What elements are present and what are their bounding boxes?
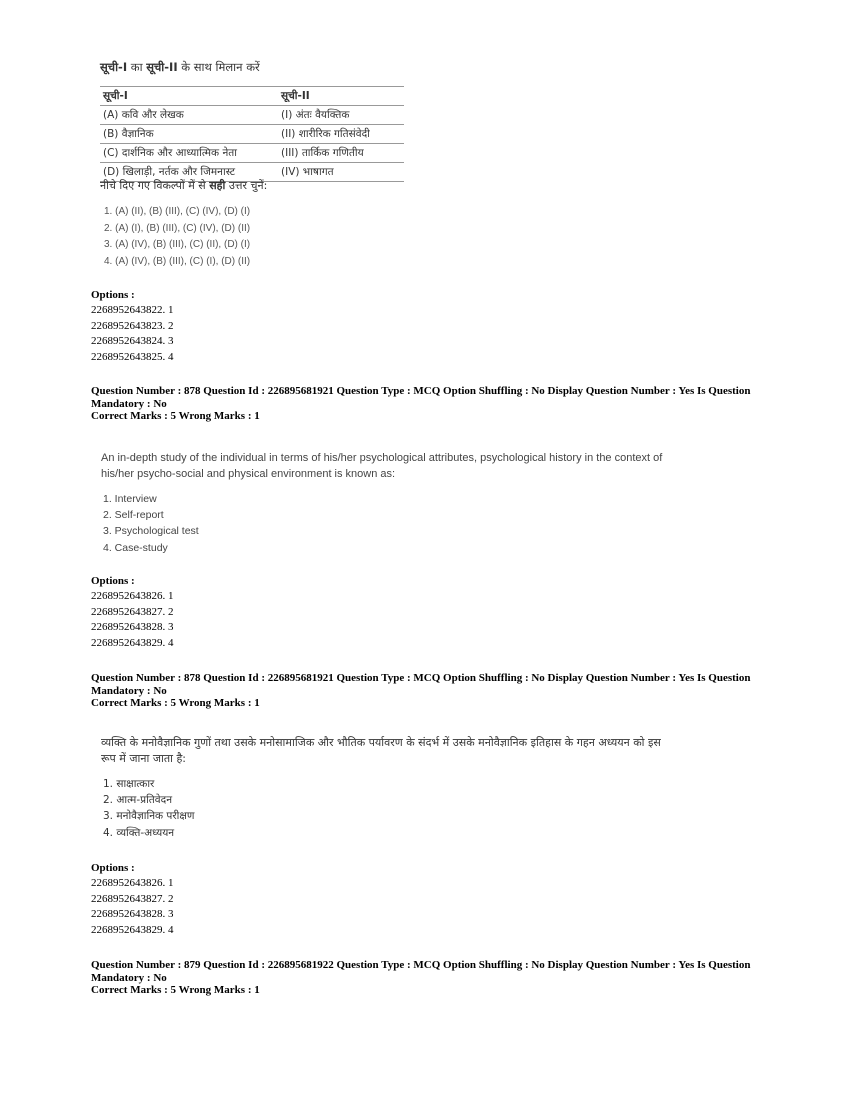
table-cell: (C) दार्शनिक और आध्यात्मिक नेता bbox=[100, 144, 278, 163]
meta-line: Correct Marks : 5 Wrong Marks : 1 bbox=[91, 410, 260, 422]
options-title: Options : bbox=[91, 862, 135, 874]
table-row bbox=[100, 106, 404, 125]
meta-line: Question Number : 879 Question Id : 226895681922 Question Type : MCQ Option Shuffling : No Display Question Number : Yes Is Question bbox=[91, 959, 751, 971]
match-table-header-list2: सूची-II bbox=[278, 87, 404, 106]
q1-options bbox=[91, 288, 174, 366]
question-meta-878 bbox=[91, 385, 751, 423]
q1-instruction-post: उत्तर चुनें: bbox=[225, 179, 268, 192]
q3-text: व्यक्ति के मनोवैज्ञानिक गुणों तथा उसके मनोसामाजिक और भौतिक पर्यावरण के संदर्भ में उसके मनोवैज्ञानिक इतिहास के गहन अध्ययन को इस रूप में जाना जाता है: bbox=[101, 736, 661, 765]
list-item: 3. मनोवैज्ञानिक परीक्षण bbox=[103, 810, 195, 823]
table-cell: (D) खिलाड़ी, नर्तक और जिमनास्ट bbox=[100, 163, 278, 182]
list-item: 4. (A) (IV), (B) (III), (C) (I), (D) (II) bbox=[104, 255, 251, 267]
match-table-header-list1: सूची-I bbox=[100, 87, 278, 106]
options-title: Options : bbox=[91, 289, 135, 301]
table-cell: (I) अंतः वैयक्तिक bbox=[278, 106, 404, 125]
q1-choice-list bbox=[104, 204, 250, 270]
table-row bbox=[100, 144, 404, 163]
match-table bbox=[100, 86, 404, 182]
q1-instruction-bold: सही bbox=[209, 179, 226, 192]
question-meta-879 bbox=[91, 959, 751, 997]
question-meta-878-hindi bbox=[91, 672, 751, 710]
meta-line: Mandatory : No bbox=[91, 684, 167, 697]
option-row: 2268952643826. 1 bbox=[91, 590, 174, 602]
list-item: 1. Interview bbox=[103, 493, 157, 505]
table-row bbox=[100, 125, 404, 144]
table-cell: (II) शारीरिक गतिसंवेदी bbox=[278, 125, 404, 144]
option-row: 2268952643828. 3 bbox=[91, 621, 174, 634]
meta-line: Question Number : 878 Question Id : 226895681921 Question Type : MCQ Option Shuffling : No Display Question Number : Yes Is Question bbox=[91, 385, 751, 397]
list-item: 4. व्यक्ति-अध्ययन bbox=[103, 826, 175, 839]
q1-heading-list2: सूची-II bbox=[146, 60, 178, 74]
options-title: Options : bbox=[91, 575, 135, 587]
q1-heading-mid: का bbox=[127, 60, 147, 74]
option-row: 2268952643829. 4 bbox=[91, 924, 174, 937]
meta-line: Question Number : 878 Question Id : 226895681921 Question Type : MCQ Option Shuffling : No Display Question Number : Yes Is Question bbox=[91, 672, 751, 684]
option-row: 2268952643827. 2 bbox=[91, 605, 174, 618]
meta-line: Correct Marks : 5 Wrong Marks : 1 bbox=[91, 697, 260, 709]
table-cell: (III) तार्किक गणितीय bbox=[278, 144, 404, 163]
q1-instruction-pre: नीचे दिए गए विकल्पों में से bbox=[100, 179, 210, 192]
table-cell: (A) कवि और लेखक bbox=[100, 106, 278, 125]
q2-options bbox=[91, 574, 174, 652]
q1-heading bbox=[100, 60, 260, 75]
option-row: 2268952643824. 3 bbox=[91, 335, 174, 348]
table-cell: (B) वैज्ञानिक bbox=[100, 125, 278, 144]
q3-options bbox=[91, 861, 174, 939]
list-item: 2. (A) (I), (B) (III), (C) (IV), (D) (II) bbox=[104, 222, 251, 234]
list-item: 3. Psychological test bbox=[103, 525, 199, 538]
list-item: 1. साक्षात्कार bbox=[103, 778, 155, 790]
list-item: 1. (A) (II), (B) (III), (C) (IV), (D) (I) bbox=[104, 206, 251, 217]
option-row: 2268952643829. 4 bbox=[91, 637, 174, 650]
option-row: 2268952643827. 2 bbox=[91, 892, 174, 905]
table-cell: (IV) भाषागत bbox=[278, 163, 404, 182]
q2-choice-list bbox=[103, 491, 199, 556]
list-item: 2. Self-report bbox=[103, 509, 164, 522]
q3-choice-list bbox=[103, 776, 195, 841]
q1-heading-list1: सूची-I bbox=[100, 60, 128, 74]
option-row: 2268952643826. 1 bbox=[91, 877, 174, 889]
q2-text: An in-depth study of the individual in terms of his/her psychological attributes, psychological history in the context of his/her psycho-social and physical environment is known as: bbox=[101, 452, 663, 480]
option-row: 2268952643822. 1 bbox=[91, 304, 174, 316]
option-row: 2268952643828. 3 bbox=[91, 908, 174, 921]
list-item: 2. आत्म-प्रतिवेदन bbox=[103, 794, 173, 807]
meta-line: Mandatory : No bbox=[91, 397, 167, 410]
meta-line: Mandatory : No bbox=[91, 971, 167, 984]
option-row: 2268952643823. 2 bbox=[91, 319, 174, 332]
list-item: 3. (A) (IV), (B) (III), (C) (II), (D) (I) bbox=[104, 239, 251, 250]
list-item: 4. Case-study bbox=[103, 541, 168, 554]
q1-instruction bbox=[100, 178, 267, 193]
meta-line: Correct Marks : 5 Wrong Marks : 1 bbox=[91, 984, 260, 996]
q1-heading-end: के साथ मिलान करें bbox=[177, 60, 260, 74]
match-table-header-row bbox=[100, 87, 404, 106]
option-row: 2268952643825. 4 bbox=[91, 351, 174, 364]
